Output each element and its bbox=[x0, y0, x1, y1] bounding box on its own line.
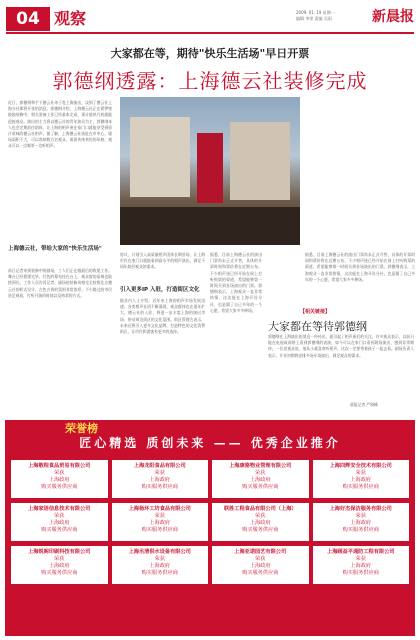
company-line: 荣获 bbox=[154, 556, 165, 562]
company-name: 上海杨环工坊食品有限公司 bbox=[128, 506, 191, 512]
article-headline: 郭德纲透露：上海德云社装修完成 bbox=[52, 69, 368, 93]
company-line: 购买服务供应商 bbox=[41, 570, 78, 576]
company-line: 上海政府 bbox=[350, 520, 372, 526]
company-line: 上海政府 bbox=[48, 477, 70, 483]
company-card bbox=[212, 460, 309, 498]
company-card bbox=[112, 503, 209, 541]
company-card bbox=[313, 546, 410, 584]
company-name: 上海康骆物业管理有限公司 bbox=[229, 463, 292, 469]
company-card bbox=[11, 503, 108, 541]
page-meta bbox=[296, 10, 356, 22]
newspaper-logo: 新晨报 bbox=[372, 9, 414, 25]
company-name: 上海好杰保洁服务有限公司 bbox=[329, 506, 392, 512]
article-col1b: 前日记者来到装修中的剧场，工人们正在做最后的收尾工作。舞台已经搭建完毕，红色的幕布挂在台上，观众席的桌椅也陆续到位。工作人员告诉记者，剧场的装修风格完全按照北京德云社的样式设计，古色古香的氛围非常浓厚。不少路过的市民驻足观看，打听开演的时间以及购票的方式。 bbox=[8, 268, 112, 298]
company-card bbox=[112, 460, 209, 498]
company-line: 荣获 bbox=[54, 513, 65, 519]
company-line: 荣获 bbox=[54, 556, 65, 562]
company-line: 购买服务供应商 bbox=[242, 527, 279, 533]
company-line: 购买服务供应商 bbox=[242, 570, 279, 576]
related-article-body: 郭德纲在上海演出的消息一经传出，就引起了相声迷们的关注。许多观众表示，以前只能在电视或网络上看到郭德纲的表演，如今可以在家门口看到现场演出，感到非常期待。一位老观众说，他从小就喜欢听相声，这次一定要带着孩子一起去看。剧场负责人表示，开业初期将安排多场专场演出，满足观众的需求。 bbox=[268, 334, 414, 358]
company-card bbox=[212, 503, 309, 541]
related-link-label: 【相关链接】 bbox=[300, 309, 331, 315]
company-name: 上海亚诺园艺有限公司 bbox=[234, 549, 287, 555]
company-line: 上海政府 bbox=[48, 520, 70, 526]
building-left bbox=[130, 117, 190, 197]
company-line: 荣获 bbox=[355, 470, 366, 476]
company-line: 购买服务供应商 bbox=[41, 484, 78, 490]
company-line: 购买服务供应商 bbox=[342, 527, 379, 533]
company-line: 购买服务供应商 bbox=[242, 484, 279, 490]
company-line: 荣获 bbox=[255, 513, 266, 519]
company-line: 上海政府 bbox=[149, 520, 171, 526]
related-headline: 大家都在等待郭德纲 bbox=[268, 320, 367, 333]
street bbox=[120, 207, 300, 245]
company-line: 购买服务供应商 bbox=[41, 527, 78, 533]
company-line: 上海政府 bbox=[249, 563, 271, 569]
company-card bbox=[313, 503, 410, 541]
editor-line: 编辑 李荣 责编 吴雨 bbox=[296, 16, 332, 21]
company-line: 上海政府 bbox=[350, 477, 372, 483]
header-rule bbox=[6, 32, 414, 34]
company-line: 购买服务供应商 bbox=[141, 570, 178, 576]
company-name: 上海四辉安全技术有限公司 bbox=[329, 463, 392, 469]
building-right bbox=[230, 122, 290, 200]
article-col2: 据业内人士介绍，近年来上海的相声市场发展迅速，各类相声社团不断涌现，观众群体也在逐年扩大。德云社的入驻，将进一步丰富上海的演出市场，带动周边街区的文化氛围。街区管理方表示，未来还将引入更多文化品牌，打造特色的文化消费街区，让市民和游客有更多的选择。 bbox=[120, 298, 205, 335]
section-number-badge: 04 bbox=[6, 7, 50, 31]
company-line: 上海政府 bbox=[350, 563, 372, 569]
company-line: 荣获 bbox=[255, 470, 266, 476]
company-line: 荣获 bbox=[154, 513, 165, 519]
company-line: 购买服务供应商 bbox=[141, 484, 178, 490]
company-name: 上海家语信息技术有限公司 bbox=[28, 506, 91, 512]
company-line: 荣获 bbox=[255, 556, 266, 562]
company-line: 荣获 bbox=[355, 513, 366, 519]
company-name: 上海龙阳食品有限公司 bbox=[133, 463, 186, 469]
company-line: 荣获 bbox=[54, 470, 65, 476]
company-line: 购买服务供应商 bbox=[141, 527, 178, 533]
red-banner bbox=[197, 133, 223, 203]
company-line: 购买服务供应商 bbox=[342, 484, 379, 490]
company-card bbox=[212, 546, 309, 584]
article-col3: 据悉，目前上海德云社的演出门票尚未正式开售，具体的开票时间和票价将在近期公布。不少相声迷已经开始在网上打听购票的渠道，希望能够第一时间买到首场演出的门票。郭德纲表示，上海观众一直非常热情，这次能在上海开设分社，也是圆了自己多年的一个心愿，希望大家多多捧场。 bbox=[210, 252, 262, 313]
honor-list-label: 荣誉榜 bbox=[65, 422, 98, 435]
ad-header: 匠心精选 质创未来 —— 优秀企业推介 bbox=[79, 436, 341, 450]
company-card bbox=[112, 546, 209, 584]
company-grid bbox=[11, 460, 409, 584]
subheading-2: 引入更多IP 入驻，打造街区文化 bbox=[120, 287, 200, 293]
theater-photo bbox=[120, 97, 300, 245]
company-name: 上海丞清供水设备有限公司 bbox=[128, 549, 191, 555]
company-card bbox=[11, 460, 108, 498]
company-line: 上海政府 bbox=[149, 477, 171, 483]
company-name: 上海顾益平通防工程有限公司 bbox=[327, 549, 395, 555]
company-name: 上海锐阁印刷科技有限公司 bbox=[28, 549, 91, 555]
byline: 晨报记者 严晓峰 bbox=[350, 402, 378, 407]
company-name: 联胜工程食品有限公司（上海） bbox=[223, 506, 297, 512]
company-line: 上海政府 bbox=[48, 563, 70, 569]
section-name: 观察 bbox=[54, 9, 87, 28]
company-line: 上海政府 bbox=[149, 563, 171, 569]
company-name: 上海敬程食品贸易有限公司 bbox=[28, 463, 91, 469]
honor-ad-block bbox=[5, 420, 415, 636]
subheading-1: 上海德云社，带给大家的"快乐生活场" bbox=[8, 246, 102, 252]
company-line: 上海政府 bbox=[249, 520, 271, 526]
article-col2-top: 协议，计划引入高质量相声团体长期驻场，让上海市民在家门口就能看到高水平的相声演出，满足不同年龄层观众的需求。 bbox=[120, 252, 205, 270]
date-line: 2009. 01. 19 星期一 bbox=[296, 10, 335, 15]
article-col3-right: 据悉，目前上海德云社的演出门票尚未正式开售，具体的开票时间和票价将在近期公布。不少相声迷已经开始在网上打听购票的渠道，希望能够第一时间买到首场演出的门票。郭德纲表示，上海观众一直非常热情，这次能在上海开设分社，也是圆了自己多年的一个心愿，希望大家多多捧场。 bbox=[305, 252, 415, 282]
company-line: 荣获 bbox=[355, 556, 366, 562]
article-col1: 近日，郭德纲和手下德云社弟子赴上海演出，谈到了德云社上海分社即将开张的消息。郭德纲介绍，上海德云社正在紧锣密鼓地装修中，相关准备工作已经基本完成，预计最快月底就能迎接观众。演出的主力将以德云社的青年演员为主，郭德纲本人也会定期前往助阵，让上海的相声迷在家门口就能享受到原汁原味的德云社相声。据了解，上海德云社选址在市中心，剧场面积不大，可以容纳数百名观众，保留传统茶馆的风格，观众可以一边喝茶一边听相声。 bbox=[8, 100, 112, 149]
company-line: 上海政府 bbox=[249, 477, 271, 483]
company-line: 荣获 bbox=[154, 470, 165, 476]
article-kicker: 大家都在等，期待"快乐生活场"早日开票 bbox=[110, 47, 310, 60]
company-card bbox=[313, 460, 410, 498]
company-line: 购买服务供应商 bbox=[342, 570, 379, 576]
company-card bbox=[11, 546, 108, 584]
